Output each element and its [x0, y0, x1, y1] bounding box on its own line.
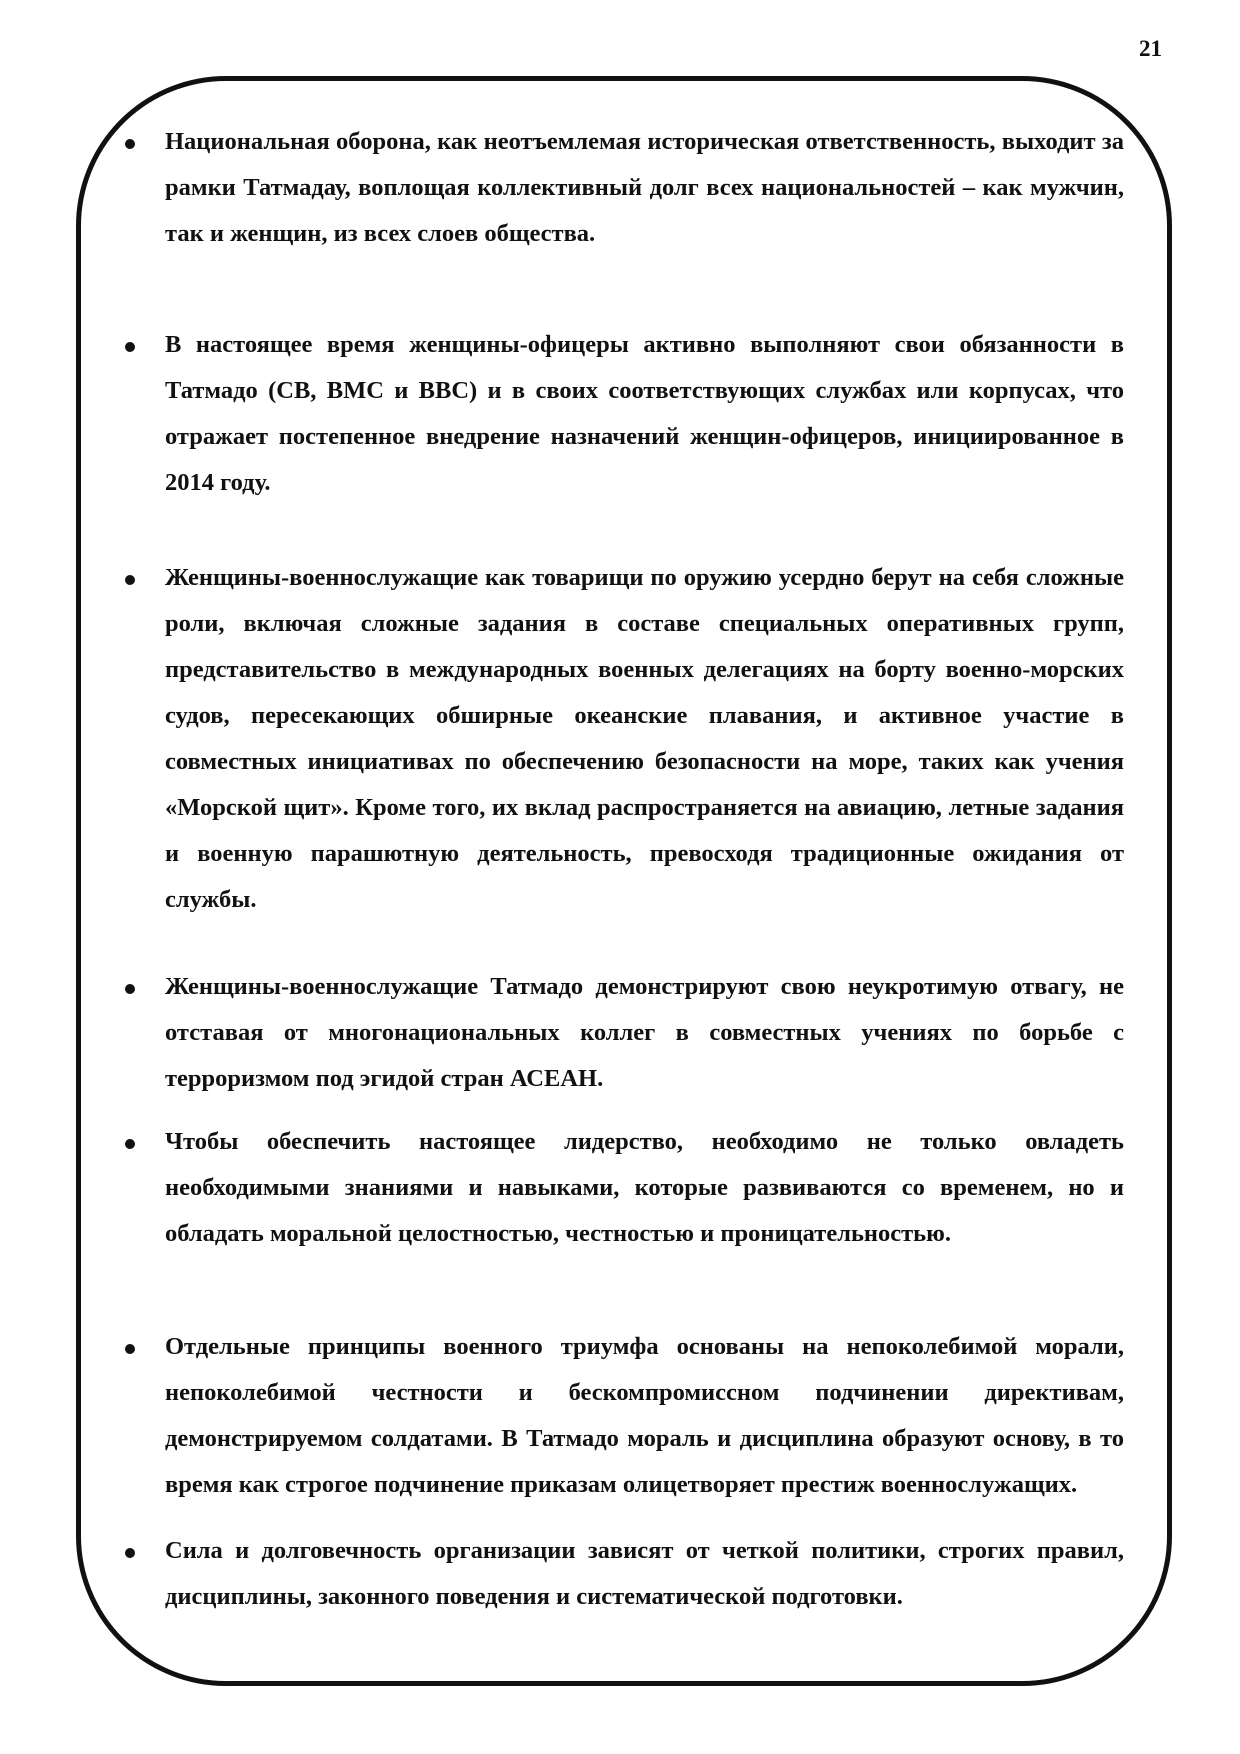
bullet-text-4: Женщины-военнослужащие Татмадо демонстрируют свою неукротимую отвагу, не отставая от многонациональных коллег в совместных учениях по борьбе с терроризмом под эгидой стран АСЕАН. [165, 973, 1124, 1092]
bullet-dot-icon [125, 1548, 135, 1558]
bullet-dot-icon [125, 984, 135, 994]
bullet-text-7: Сила и долговечность организации зависят от четкой политики, строгих правил, дисциплины, законного поведения и систематической подготовки. [165, 1537, 1124, 1610]
bullet-dot-icon [125, 1139, 135, 1149]
bullet-text-5: Чтобы обеспечить настоящее лидерство, необходимо не только овладеть необходимыми знаниями и навыками, которые развиваются со временем, но и обладать моральной целостностью, честностью и проницательностью. [165, 1128, 1124, 1247]
content-frame [76, 76, 1172, 1686]
bullet-dot-icon [125, 342, 135, 352]
page-number: 21 [1139, 36, 1162, 61]
bullet-dot-icon [125, 575, 135, 585]
bullet-text-6: Отдельные принципы военного триумфа основаны на непоколебимой морали, непоколебимой честности и бескомпромиссном подчинении директивам, демонстрируемом солдатами. В Татмадо мораль и дисциплина образуют основу, в то время как строгое подчинение приказам олицетворяет престиж военнослужащих. [165, 1333, 1124, 1498]
bullet-text-3: Женщины-военнослужащие как товарищи по оружию усердно берут на себя сложные роли, включая сложные задания в составе специальных оперативных групп, представительство в международных военных делегациях на борту военно-морских судов, пересекающих обширные океанские плавания, и активное участие в совместных инициативах по обеспечению безопасности на море, таких как учения «Морской щит». Кроме того, их вклад распространяется на авиацию, летные задания и военную парашютную деятельность, превосходя традиционные ожидания от службы. [165, 564, 1124, 913]
bullet-text-1: Национальная оборона, как неотъемлемая историческая ответственность, выходит за рамки Татмадау, воплощая коллективный долг всех национальностей – как мужчин, так и женщин, из всех слоев общества. [165, 128, 1124, 247]
bullet-text-2: В настоящее время женщины-офицеры активно выполняют свои обязанности в Татмадо (СВ, ВМС и ВВС) и в своих соответствующих службах или корпусах, что отражает постепенное внедрение назначений женщин-офицеров, инициированное в 2014 году. [165, 331, 1124, 496]
bullet-dot-icon [125, 1344, 135, 1354]
bullet-dot-icon [125, 139, 135, 149]
